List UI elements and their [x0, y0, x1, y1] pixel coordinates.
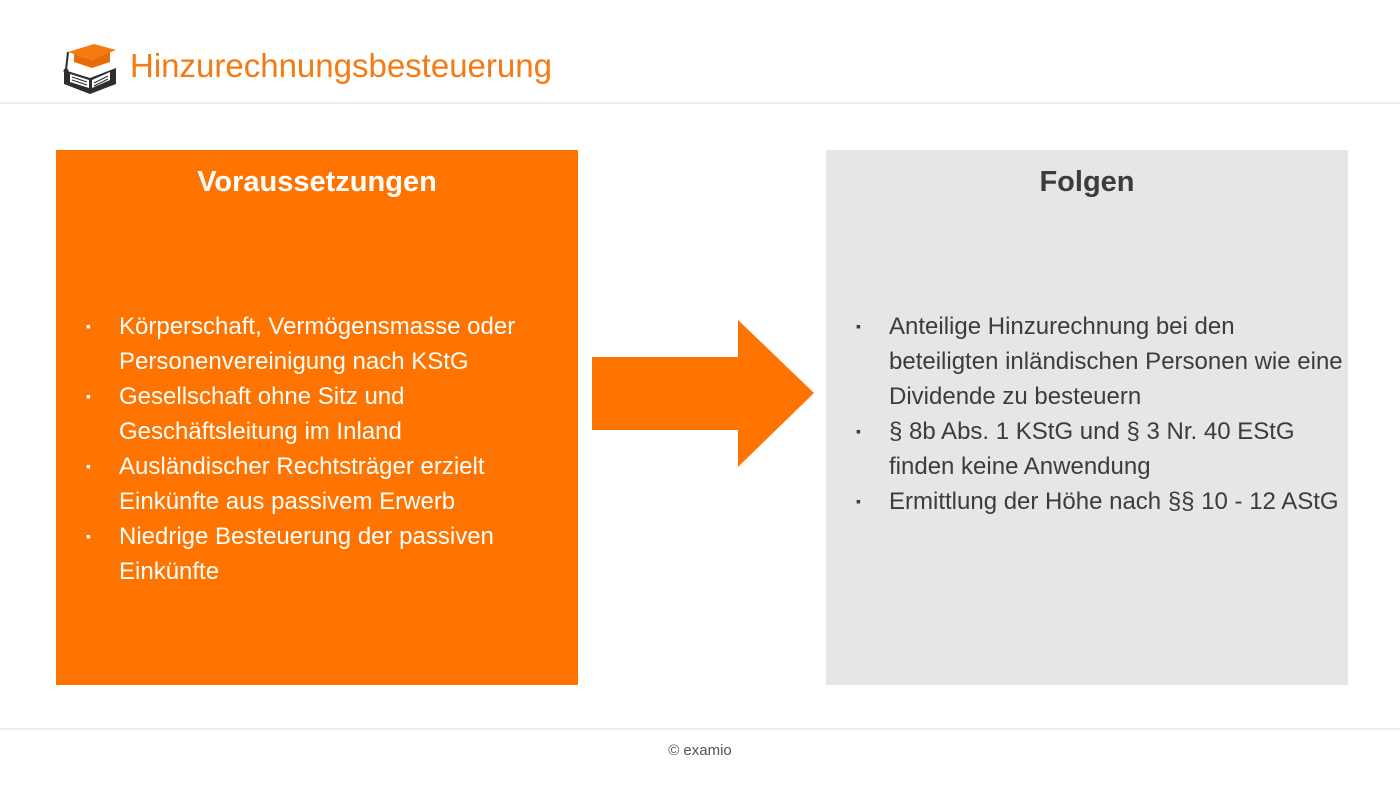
bullet-marker: ▪: [856, 318, 861, 334]
bullet-marker: ▪: [86, 388, 91, 404]
bullet-marker: ▪: [856, 423, 861, 439]
bullet-marker: ▪: [86, 458, 91, 474]
list-item: ▪ Gesellschaft ohne Sitz und Geschäftsleitung im Inland: [86, 379, 576, 449]
page-title: Hinzurechnungsbesteuerung: [130, 47, 552, 84]
graduation-cap-book-icon: [58, 40, 120, 94]
right-arrow-icon: [592, 320, 814, 467]
requirements-heading: Voraussetzungen: [197, 166, 437, 198]
consequences-list: [826, 309, 1346, 519]
list-item: ▪ Körperschaft, Vermögensmasse oder Personenvereinigung nach KStG: [86, 309, 576, 379]
bullet-marker: ▪: [856, 493, 861, 509]
requirements-list: [56, 309, 576, 589]
list-item: ▪ Anteilige Hinzurechnung bei den beteiligten inländischen Personen wie eine Dividende zu besteuern: [856, 309, 1346, 414]
header-bar: [0, 0, 1400, 104]
bullet-marker: ▪: [86, 528, 91, 544]
consequences-heading: Folgen: [1039, 166, 1135, 198]
list-item: ▪ Niedrige Besteuerung der passiven Einkünfte: [86, 519, 576, 589]
footer-divider: [0, 728, 1400, 730]
list-item: ▪ Ermittlung der Höhe nach §§ 10 - 12 AStG: [856, 484, 1346, 519]
list-item: ▪ Ausländischer Rechtsträger erzielt Einkünfte aus passivem Erwerb: [86, 449, 576, 519]
footer-copyright: © examio: [668, 742, 732, 759]
bullet-marker: ▪: [86, 318, 91, 334]
list-item: ▪ § 8b Abs. 1 KStG und § 3 Nr. 40 EStG finden keine Anwendung: [856, 414, 1346, 484]
